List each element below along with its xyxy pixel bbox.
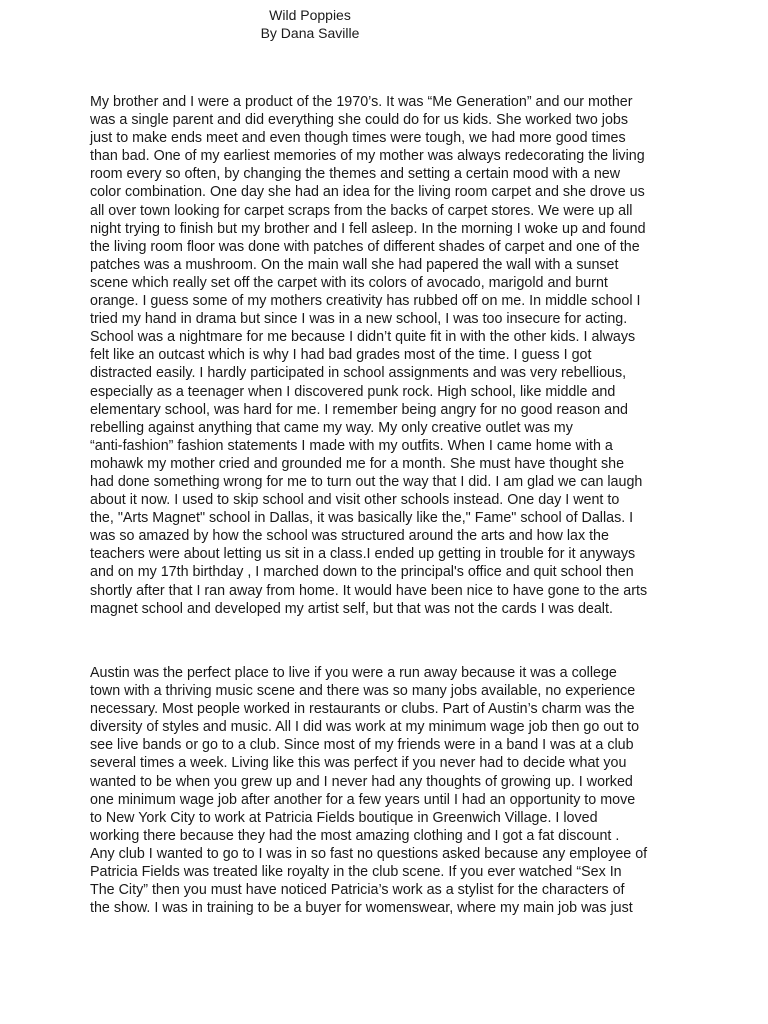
text-line: felt like an outcast which is why I had bad grades most of the time. I guess I got [90,347,592,364]
text-line: all over town looking for carpet scraps from the backs of carpet stores. We were up all [90,202,633,219]
text-line: one minimum wage job after another for a few years until I had an opportunity to move [90,791,636,808]
text-line: Patricia Fields was treated like royalty in the club scene. If you ever watched “Sex In [90,864,622,881]
text-line: town with a thriving music scene and there was so many jobs available, no experience [90,683,636,700]
paragraph-1 [90,93,690,618]
text-line: was a single parent and did everything she could do for us kids. She worked two jobs [90,112,629,129]
text-line: shortly after that I ran away from home. It would have been nice to have gone to the arts [90,582,648,599]
text-line: Austin was the perfect place to live if you were a run away because it was a college [90,665,617,681]
text-line: magnet school and developed my artist self, but that was not the cards I was dealt. [90,600,613,617]
text-line: My brother and I were a product of the 1970’s. It was “Me Generation” and our mother [90,94,633,110]
text-line: about it now. I used to skip school and visit other schools instead. One day I went to [90,492,620,509]
text-line: The City” then you must have noticed Patricia’s work as a stylist for the characters of [90,882,625,899]
document-title: Wild Poppies [269,7,351,23]
text-line: diversity of styles and music. All I did was work at my minimum wage job then go out to [90,719,640,736]
text-line: just to make ends meet and even though times were tough, we had more good times [90,130,626,147]
text-line: and on my 17th birthday , I marched down to the principal's office and quit school then [90,564,634,581]
text-line: scene which really set off the carpet with its colors of avocado, marigold and burnt [90,274,608,291]
paragraph-2 [90,664,690,917]
text-line: room every so often, by changing the themes and setting a certain mood with a new [90,166,621,183]
text-line: color combination. One day she had an idea for the living room carpet and she drove us [90,184,645,201]
text-line: was so amazed by how the school was structured around the arts and how lax the [90,528,609,545]
text-line: “anti-fashion” fashion statements I made with my outfits. When I came home with a [90,437,613,454]
text-line: elementary school, was hard for me. I remember being angry for no good reason and [90,401,629,418]
text-line: School was a nightmare for me because I didn’t quite fit in with the other kids. I always [90,329,636,346]
text-line: wanted to be when you grew up and I never had any thoughts of growing up. I worked [90,773,633,790]
document-byline: By Dana Saville [260,25,360,41]
text-line: rebelling against anything that came my way. My only creative outlet was my [90,419,573,436]
text-line: than bad. One of my earliest memories of my mother was always redecorating the living [90,148,645,165]
text-line: the living room floor was done with patches of different shades of carpet and one of the [90,238,640,255]
text-line: had done something wrong for me to turn out the way that I did. I am glad we can laugh [90,473,643,490]
text-line: patches was a mushroom. On the main wall she had papered the wall with a sunset [90,256,619,273]
text-line: see live bands or go to a club. Since most of my friends were in a band I was at a club [90,737,634,754]
text-line: teachers were about letting us sit in a class.I ended up getting in trouble for it anyways [90,546,636,563]
text-line: working there because they had the most amazing clothing and I got a fat discount . [90,827,620,844]
text-line: necessary. Most people worked in restaurants or clubs. Part of Austin’s charm was the [90,701,635,718]
text-line: distracted easily. I hardly participated in school assignments and was very rebellious, [90,365,627,382]
text-line: the, "Arts Magnet" school in Dallas, it was basically like the," Fame" school of Dallas. I [90,510,634,527]
text-line: night trying to finish but my brother and I fell asleep. In the morning I woke up and found [90,220,646,237]
text-line: especially as a teenager when I discovered punk rock. High school, like middle and [90,383,616,400]
text-line: the show. I was in training to be a buyer for womenswear, where my main job was just [90,900,633,917]
text-line: mohawk my mother cried and grounded me for a month. She must have thought she [90,455,625,472]
text-line: to New York City to work at Patricia Fields boutique in Greenwich Village. I loved [90,809,598,826]
document-header [0,6,620,42]
text-line: Any club I wanted to go to I was in so fast no questions asked because any employee of [90,845,648,862]
text-line: several times a week. Living like this was perfect if you never had to decide what you [90,755,627,772]
text-line: tried my hand in drama but since I was in a new school, I was too insecure for acting. [90,311,628,328]
text-line: orange. I guess some of my mothers creativity has rubbed off on me. In middle school I [90,293,641,310]
